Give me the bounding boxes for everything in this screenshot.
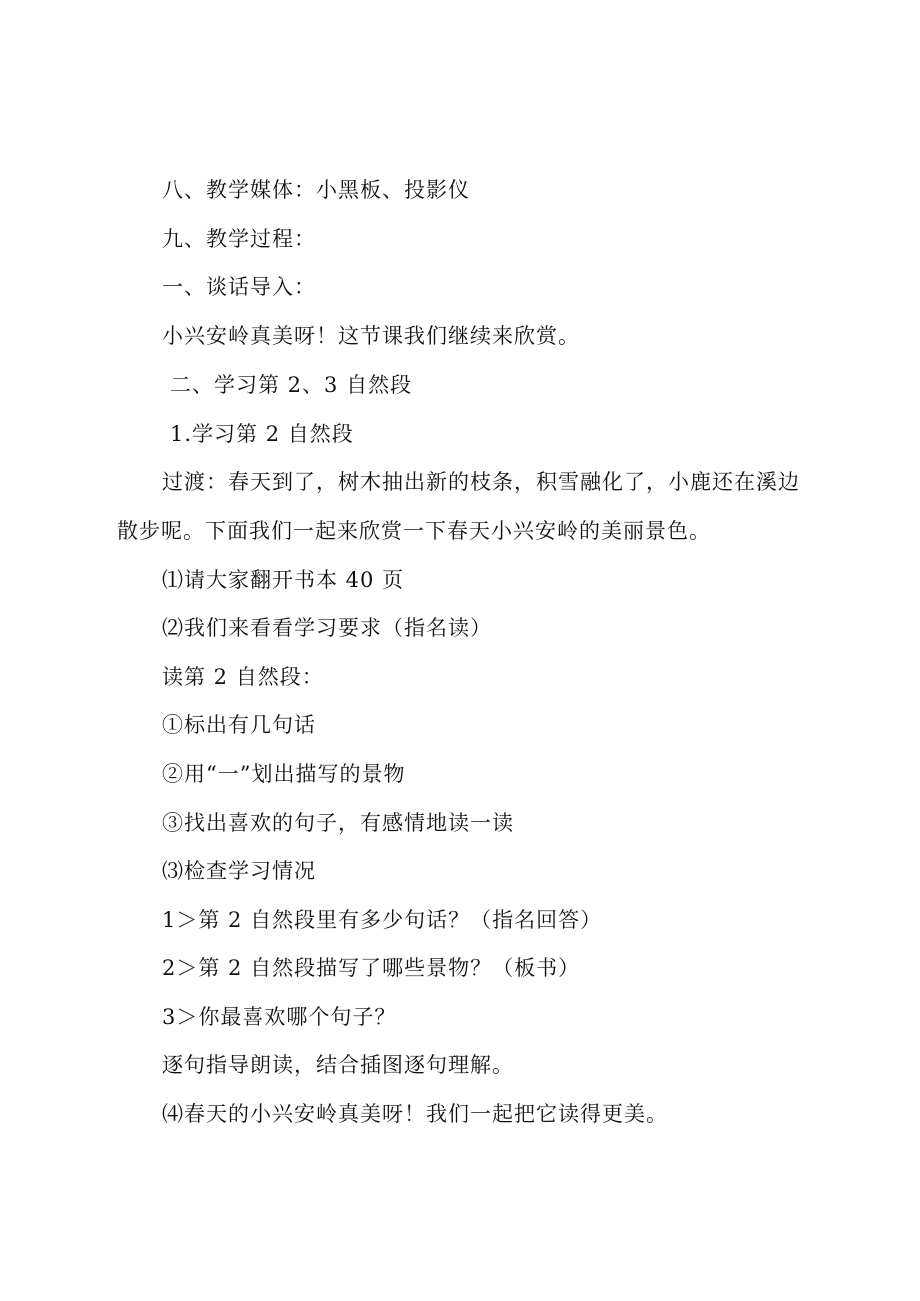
section-study-heading: 二、学习第 2、3 自然段 (170, 373, 413, 397)
step-3: ⑶检查学习情况 (162, 859, 316, 883)
question-2: 2＞第 2 自然段描写了哪些景物？（板书） (162, 956, 581, 980)
section-process-heading: 九、教学过程： (162, 227, 316, 251)
subsection-heading: 1.学习第 2 自然段 (170, 422, 354, 446)
requirement-2: ②用“一”划出描写的景物 (162, 762, 406, 786)
transition-paragraph-line-1: 过渡：春天到了，树木抽出新的枝条，积雪融化了，小鹿还在溪边 (162, 470, 800, 494)
requirement-3: ③找出喜欢的句子，有感情地读一读 (162, 811, 514, 835)
question-3: 3＞你最喜欢哪个句子？ (162, 1005, 397, 1029)
step-2: ⑵我们来看看学习要求（指名读） (162, 616, 492, 640)
section-media-heading: 八、教学媒体：小黑板、投影仪 (162, 178, 470, 202)
question-1: 1＞第 2 自然段里有多少句话？（指名回答） (162, 908, 603, 932)
step-4: ⑷春天的小兴安岭真美呀！我们一起把它读得更美。 (162, 1102, 668, 1126)
reading-guidance: 逐句指导朗读，结合插图逐句理解。 (162, 1053, 514, 1077)
step-1: ⑴请大家翻开书本 40 页 (162, 568, 405, 592)
transition-paragraph-line-2: 散步呢。下面我们一起来欣赏一下春天小兴安岭的美丽景色。 (117, 519, 711, 543)
intro-text: 小兴安岭真美呀！这节课我们继续来欣赏。 (162, 324, 580, 348)
read-instruction: 读第 2 自然段： (162, 665, 324, 689)
requirement-1: ①标出有几句话 (162, 713, 316, 737)
section-intro-heading: 一、谈话导入： (162, 275, 316, 299)
